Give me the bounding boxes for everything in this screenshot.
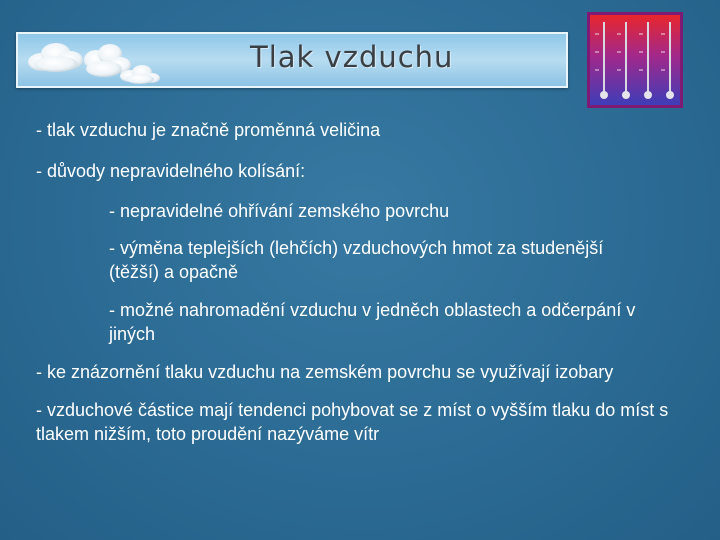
bullet-4: - vzduchové částice mají tendenci pohybovat se z míst o vyšším tlaku do míst s tlakem nižším, toto proudění nazýváme vítr (36, 400, 669, 444)
sub-bullet-1: - nepravidelné ohřívání zemského povrchu (109, 201, 450, 221)
sub-bullet-3: - možné nahromadění vzduchu v jedněch oblastech a odčerpání v jiných (109, 300, 636, 344)
sub-bullet-2: - výměna teplejších (lehčích) vzduchových hmot za studenější (těžší) a opačně (109, 238, 604, 282)
slide-content (36, 118, 686, 446)
page-title: Tlak vzduchu (250, 40, 454, 74)
bullet-3: - ke znázornění tlaku vzduchu na zemském povrchu se využívají izobary (36, 362, 614, 382)
bullet-1: - tlak vzduchu je značně proměnná veličina (36, 120, 381, 140)
bullet-2: - důvody nepravidelného kolísání: (36, 161, 306, 181)
thermometer-icon (587, 12, 683, 108)
cloud-icon (22, 38, 162, 86)
